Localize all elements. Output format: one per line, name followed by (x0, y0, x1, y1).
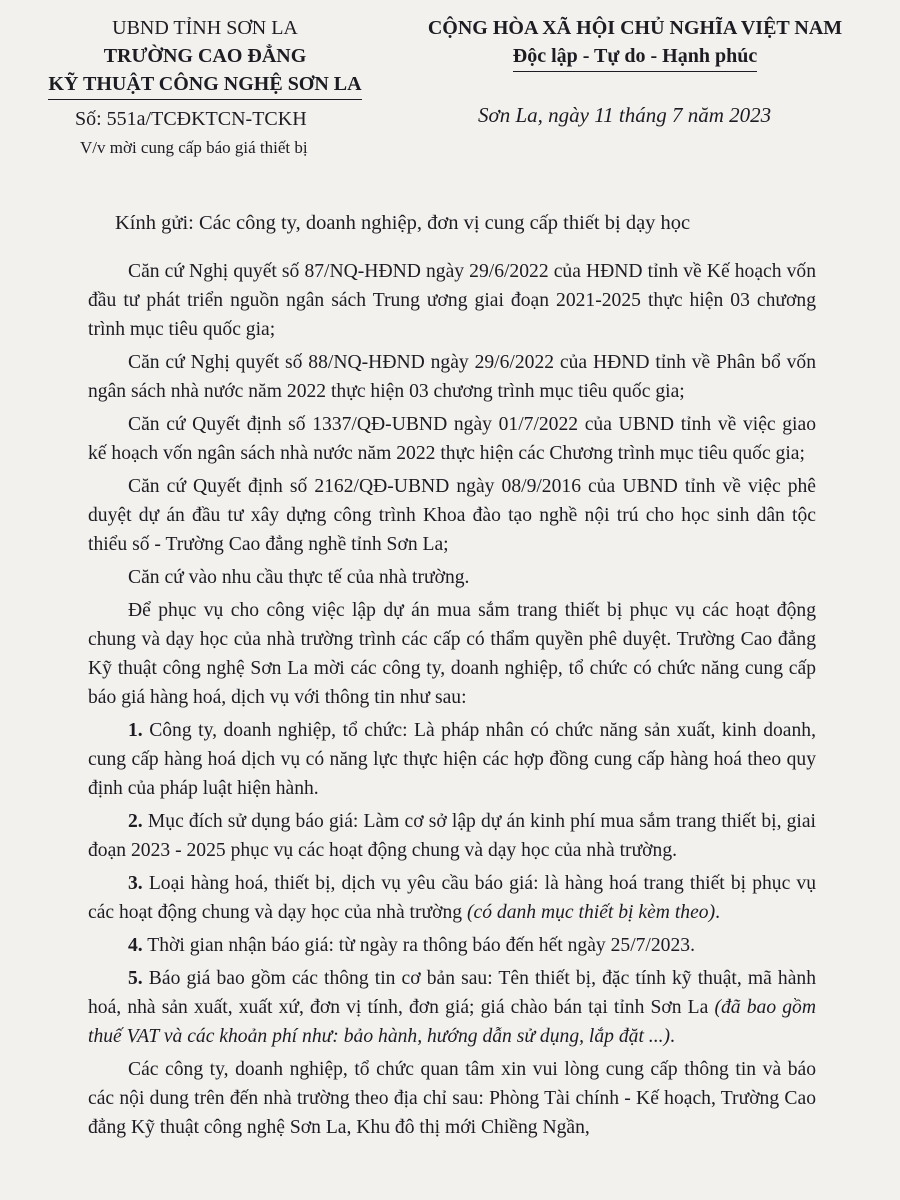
document-number: Số: 551a/TCĐKTCN-TCKH (75, 108, 307, 130)
list-item-text: Công ty, doanh nghiệp, tổ chức: Là pháp nhân có chức năng sản xuất, kinh doanh, cung cấp hàng hoá dịch vụ có năng lực thực hiện các hợp đồng cung cấp hàng hoá theo quy định của pháp luật hiện hành. (88, 720, 816, 799)
list-item-note: (có danh mục thiết bị kèm theo) (466, 902, 716, 923)
list-item-number: 5. (128, 968, 143, 989)
list-item-end: . (670, 1026, 675, 1047)
list-item-4 (88, 931, 816, 960)
recipient-line: Kính gửi: Các công ty, doanh nghiệp, đơn vị cung cấp thiết bị dạy học (115, 212, 691, 234)
document-body (88, 257, 816, 1146)
list-item-note: (đã bao gồm thuế VAT và các khoản phí như: bảo hành, hướng dẫn sử dụng, lắp đặt ...) (88, 997, 816, 1047)
paragraph-contact: Các công ty, doanh nghiệp, tổ chức quan tâm xin vui lòng cung cấp thông tin và báo các nội dung trên đến nhà trường theo địa chỉ sau: Phòng Tài chính - Kế hoạch, Trường Cao đẳng Kỹ thuật công nghệ Sơn La, Khu đô thị mới Chiềng Ngần, (88, 1059, 816, 1138)
list-item-text: Thời gian nhận báo giá: từ ngày ra thông báo đến hết ngày 25/7/2023. (142, 935, 695, 956)
province-committee: UBND TỈNH SƠN LA (112, 17, 298, 39)
list-item-number: 4. (128, 935, 143, 956)
national-motto: Độc lập - Tự do - Hạnh phúc (513, 42, 757, 72)
paragraph-legal-basis-1: Căn cứ Nghị quyết số 87/NQ-HĐND ngày 29/6/2022 của HĐND tỉnh về Kế hoạch vốn đầu tư phát triển nguồn ngân sách Trung ương giai đoạn 2021-2025 thực hiện 03 chương trình mục tiêu quốc gia; (88, 261, 816, 340)
list-item-end: . (715, 902, 720, 923)
school-name-line1: TRƯỜNG CAO ĐẲNG (103, 45, 307, 67)
paragraph-legal-basis-2: Căn cứ Nghị quyết số 88/NQ-HĐND ngày 29/6/2022 của HĐND tỉnh về Phân bổ vốn ngân sách nhà nước năm 2022 thực hiện 03 chương trình mục tiêu quốc gia; (88, 352, 816, 402)
list-item-text: Báo giá bao gồm các thông tin cơ bản sau: Tên thiết bị, đặc tính kỹ thuật, mã hành hoá, nhà sản xuất, xuất xứ, đơn vị tính, đơn giá; giá chào bán tại tỉnh Sơn La (88, 968, 816, 1018)
list-item-text: Loại hàng hoá, thiết bị, dịch vụ yêu cầu báo giá: là hàng hoá trang thiết bị phục vụ các hoạt động chung và dạy học của nhà trường (88, 873, 816, 923)
list-item-2 (88, 807, 816, 865)
paragraph-legal-basis-4: Căn cứ Quyết định số 2162/QĐ-UBND ngày 08/9/2016 của UBND tỉnh về việc phê duyệt dự án đầu tư xây dựng công trình Khoa đào tạo nghề nội trú cho học sinh dân tộc thiểu số - Trường Cao đẳng nghề tỉnh Sơn La; (88, 476, 816, 555)
list-item-number: 2. (128, 811, 143, 832)
issuer-header (20, 14, 390, 100)
list-item-3 (88, 869, 816, 927)
list-item-5 (88, 964, 816, 1051)
list-item-1 (88, 716, 816, 803)
school-name-line2: KỸ THUẬT CÔNG NGHỆ SƠN LA (48, 70, 361, 100)
list-item-number: 3. (128, 873, 143, 894)
list-item-text: Mục đích sử dụng báo giá: Làm cơ sở lập dự án kinh phí mua sắm trang thiết bị, giai đoạn 2023 - 2025 phục vụ các hoạt động chung và dạy học của nhà trường. (88, 811, 816, 861)
national-header (385, 14, 885, 72)
national-title: CỘNG HÒA XÃ HỘI CHỦ NGHĨA VIỆT NAM (427, 17, 843, 39)
paragraph-legal-basis-5: Căn cứ vào nhu cầu thực tế của nhà trường. (128, 567, 470, 588)
document-date: Sơn La, ngày 11 tháng 7 năm 2023 (478, 103, 772, 127)
document-subject: V/v mời cung cấp báo giá thiết bị (80, 138, 308, 157)
list-item-number: 1. (128, 720, 143, 741)
paragraph-legal-basis-3: Căn cứ Quyết định số 1337/QĐ-UBND ngày 01/7/2022 của UBND tỉnh về việc giao kế hoạch vốn ngân sách nhà nước năm 2022 thực hiện các Chương trình mục tiêu quốc gia; (88, 414, 816, 464)
paragraph-purpose: Để phục vụ cho công việc lập dự án mua sắm trang thiết bị phục vụ các hoạt động chung và dạy học của nhà trường trình các cấp có thẩm quyền phê duyệt. Trường Cao đẳng Kỹ thuật công nghệ Sơn La mời các công ty, doanh nghiệp, tổ chức có chức năng cung cấp báo giá hàng hoá, dịch vụ với thông tin như sau: (88, 600, 816, 708)
